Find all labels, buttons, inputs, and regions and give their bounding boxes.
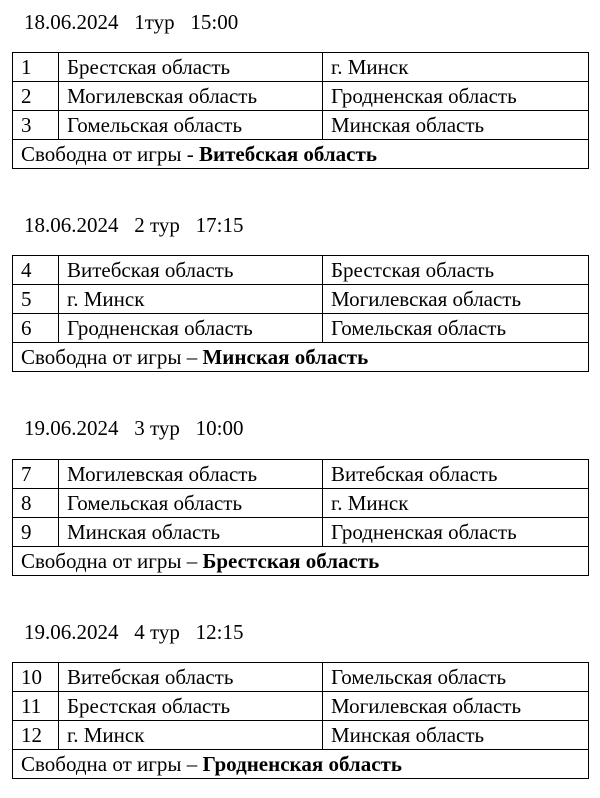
home-team: г. Минск bbox=[59, 721, 323, 750]
away-team: Минская область bbox=[323, 721, 589, 750]
away-team: Минская область bbox=[323, 111, 589, 140]
away-team: Брестская область bbox=[323, 256, 589, 285]
round-number: 1тур bbox=[134, 10, 175, 34]
bye-team: Гродненская область bbox=[202, 752, 402, 776]
match-row bbox=[13, 285, 589, 314]
bye-row bbox=[13, 140, 589, 169]
match-row bbox=[13, 460, 589, 489]
away-team: Гродненская область bbox=[323, 518, 589, 547]
away-team: Гомельская область bbox=[323, 663, 589, 692]
home-team: Гродненская область bbox=[59, 314, 323, 343]
match-number: 3 bbox=[13, 111, 59, 140]
bye-team: Минская область bbox=[202, 345, 369, 369]
match-number: 9 bbox=[13, 518, 59, 547]
match-number: 4 bbox=[13, 256, 59, 285]
home-team: Гомельская область bbox=[59, 489, 323, 518]
match-row bbox=[13, 489, 589, 518]
round-date: 19.06.2024 bbox=[24, 620, 119, 644]
match-row bbox=[13, 53, 589, 82]
round-date: 19.06.2024 bbox=[24, 416, 119, 440]
home-team: Могилевская область bbox=[59, 460, 323, 489]
home-team: Могилевская область bbox=[59, 82, 323, 111]
match-number: 7 bbox=[13, 460, 59, 489]
round-header bbox=[24, 212, 244, 238]
round-time: 10:00 bbox=[195, 416, 244, 440]
round-time: 15:00 bbox=[190, 10, 239, 34]
away-team: Могилевская область bbox=[323, 692, 589, 721]
match-row bbox=[13, 518, 589, 547]
round-time: 12:15 bbox=[195, 620, 244, 644]
match-table bbox=[12, 459, 589, 576]
bye-label: Свободна от игры - bbox=[21, 142, 199, 166]
bye-cell bbox=[13, 750, 589, 779]
home-team: Витебская область bbox=[59, 256, 323, 285]
match-number: 8 bbox=[13, 489, 59, 518]
bye-cell bbox=[13, 140, 589, 169]
match-number: 5 bbox=[13, 285, 59, 314]
match-number: 2 bbox=[13, 82, 59, 111]
bye-cell bbox=[13, 343, 589, 372]
round-header bbox=[24, 619, 244, 645]
match-number: 10 bbox=[13, 663, 59, 692]
bye-label: Свободна от игры – bbox=[21, 345, 203, 369]
round-date: 18.06.2024 bbox=[24, 213, 119, 237]
bye-label: Свободна от игры – bbox=[21, 549, 203, 573]
bye-row bbox=[13, 343, 589, 372]
away-team: г. Минск bbox=[323, 489, 589, 518]
bye-cell bbox=[13, 547, 589, 576]
match-row bbox=[13, 314, 589, 343]
round-number: 3 тур bbox=[134, 416, 180, 440]
away-team: Гомельская область bbox=[323, 314, 589, 343]
round-date: 18.06.2024 bbox=[24, 10, 119, 34]
match-number: 12 bbox=[13, 721, 59, 750]
round-number: 2 тур bbox=[134, 213, 180, 237]
bye-row bbox=[13, 750, 589, 779]
away-team: Могилевская область bbox=[323, 285, 589, 314]
home-team: Брестская область bbox=[59, 692, 323, 721]
home-team: Гомельская область bbox=[59, 111, 323, 140]
match-number: 6 bbox=[13, 314, 59, 343]
away-team: г. Минск bbox=[323, 53, 589, 82]
match-number: 1 bbox=[13, 53, 59, 82]
match-table bbox=[12, 52, 589, 169]
match-row bbox=[13, 692, 589, 721]
home-team: Брестская область bbox=[59, 53, 323, 82]
match-row bbox=[13, 663, 589, 692]
home-team: г. Минск bbox=[59, 285, 323, 314]
round-header bbox=[24, 415, 244, 441]
home-team: Витебская область bbox=[59, 663, 323, 692]
match-row bbox=[13, 82, 589, 111]
bye-label: Свободна от игры – bbox=[21, 752, 203, 776]
match-table bbox=[12, 662, 589, 779]
match-row bbox=[13, 721, 589, 750]
round-time: 17:15 bbox=[195, 213, 244, 237]
match-table bbox=[12, 255, 589, 372]
home-team: Минская область bbox=[59, 518, 323, 547]
match-row bbox=[13, 256, 589, 285]
bye-team: Витебская область bbox=[198, 142, 377, 166]
round-number: 4 тур bbox=[134, 620, 180, 644]
bye-team: Брестская область bbox=[202, 549, 380, 573]
match-row bbox=[13, 111, 589, 140]
away-team: Витебская область bbox=[323, 460, 589, 489]
bye-row bbox=[13, 547, 589, 576]
away-team: Гродненская область bbox=[323, 82, 589, 111]
round-header bbox=[24, 9, 238, 35]
match-number: 11 bbox=[13, 692, 59, 721]
